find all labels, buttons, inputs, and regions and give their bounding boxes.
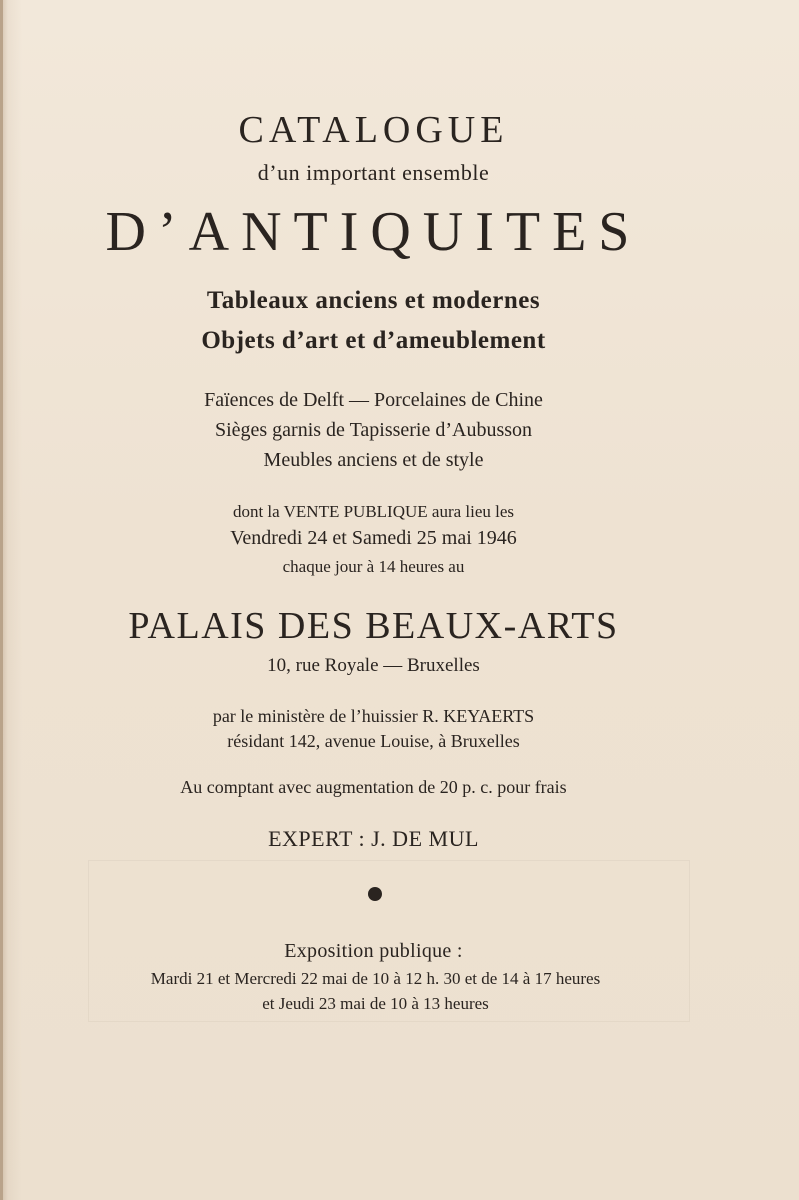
sale-time: chaque jour à 14 heures au xyxy=(282,557,465,576)
venue-address: 10, rue Royale — Bruxelles xyxy=(267,655,480,676)
exhibition-heading: Exposition publique : xyxy=(284,940,463,962)
exhibition-schedule-2: et Jeudi 23 mai de 10 à 13 heures xyxy=(262,994,489,1013)
bailiff-address: résidant 142, avenue Louise, à Bruxelles xyxy=(227,731,520,751)
exhibition-schedule-1: Mardi 21 et Mercredi 22 mai de 10 à 12 h. 30 et de 14 à 17 heures xyxy=(150,969,601,988)
item-seating-tapestry: Sièges garnis de Tapisserie d’Aubusson xyxy=(214,419,533,441)
expert-name: EXPERT : J. DE MUL xyxy=(268,826,479,851)
bullet-separator xyxy=(368,887,382,901)
antiquites-headline: D’ANTIQUITES xyxy=(105,201,642,263)
item-furniture: Meubles anciens et de style xyxy=(263,449,484,471)
item-faience-porcelain: Faïences de Delft — Porcelaines de Chine xyxy=(204,389,543,411)
catalogue-title: CATALOGUE xyxy=(238,109,509,151)
venue-name: PALAIS DES BEAUX-ARTS xyxy=(128,605,619,647)
bailiff-line: par le ministère de l’huissier R. KEYAERTS xyxy=(212,706,535,726)
payment-terms: Au comptant avec augmentation de 20 p. c. pour frais xyxy=(180,777,567,797)
sale-dates: Vendredi 24 et Samedi 25 mai 1946 xyxy=(230,527,517,549)
category-paintings: Tableaux anciens et modernes xyxy=(206,287,541,314)
sale-intro: dont la VENTE PUBLIQUE aura lieu les xyxy=(232,502,515,521)
category-art-objects: Objets d’art et d’ameublement xyxy=(201,327,546,354)
catalogue-subtitle: d’un important ensemble xyxy=(257,160,490,185)
